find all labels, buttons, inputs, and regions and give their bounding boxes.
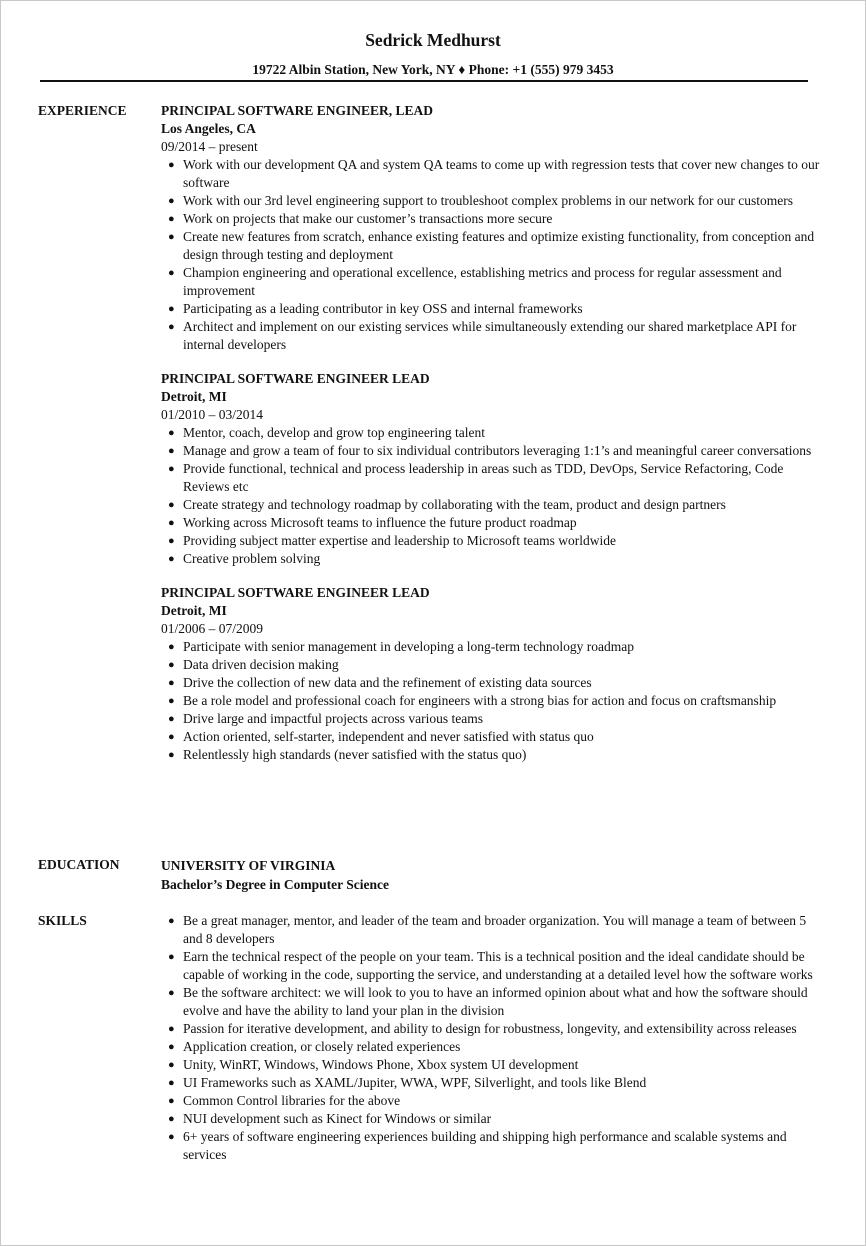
bullet-text: Work with our 3rd level engineering support to troubleshoot complex problems in our network for our customers [183,193,794,208]
bullet-icon: ● [168,1077,175,1089]
list-item [161,442,821,460]
list-item [161,1128,821,1164]
list-item [161,532,821,550]
job-entry [161,102,821,354]
bullet-icon: ● [168,677,175,689]
bullet-text: Application creation, or closely related experiences [183,1039,461,1054]
bullet-icon: ● [168,1023,175,1035]
list-item [161,228,821,264]
job-location: Detroit, MI [161,389,227,404]
bullet-text: Be a great manager, mentor, and leader of the team and broader organization. You will manage a team of between 5 and 8 developers [183,913,807,946]
job-entry [161,370,821,568]
bullet-icon: ● [168,951,175,963]
list-item [161,264,821,300]
education-body [161,856,821,894]
list-item [161,1074,821,1092]
job-dates: 01/2010 – 03/2014 [161,407,264,422]
bullet-text: Create new features from scratch, enhance existing features and optimize existing functionality, from conception and design through testing and deployment [183,229,815,262]
bullet-icon: ● [168,517,175,529]
bullet-icon: ● [168,159,175,171]
list-item [161,1020,821,1038]
job-title: PRINCIPAL SOFTWARE ENGINEER LEAD [161,585,430,600]
list-item [161,710,821,728]
list-item [161,1038,821,1056]
list-item [161,318,821,354]
job-bullets [161,638,821,764]
bullet-text: Working across Microsoft teams to influence the future product roadmap [183,515,577,530]
bullet-text: Earn the technical respect of the people on your team. This is a technical position and the ideal candidate should be capable of working in the code, supporting the service, and understanding at a detailed level how the software works [183,949,813,982]
experience-body [161,102,821,780]
experience-heading: EXPERIENCE [38,103,127,118]
bullet-text: Provide functional, technical and process leadership in areas such as TDD, DevOps, Service Refactoring, Code Reviews etc [183,461,784,494]
bullet-icon: ● [168,213,175,225]
bullet-icon: ● [168,695,175,707]
degree: Bachelor’s Degree in Computer Science [161,877,389,892]
bullet-icon: ● [168,267,175,279]
list-item [161,674,821,692]
bullet-text: Work with our development QA and system QA teams to come up with regression tests that cover new changes to our software [183,157,820,190]
skills-bullets [161,912,821,1164]
bullet-text: Architect and implement on our existing services while simultaneously extending our shared marketplace API for internal developers [183,319,797,352]
list-item [161,912,821,948]
bullet-text: Common Control libraries for the above [183,1093,401,1108]
bullet-icon: ● [168,535,175,547]
list-item [161,514,821,532]
bullet-text: Create strategy and technology roadmap by collaborating with the team, product and design partners [183,497,726,512]
list-item [161,984,821,1020]
bullet-icon: ● [168,915,175,927]
job-title: PRINCIPAL SOFTWARE ENGINEER, LEAD [161,103,434,118]
bullet-icon: ● [168,195,175,207]
list-item [161,656,821,674]
bullet-text: Data driven decision making [183,657,339,672]
bullet-text: Relentlessly high standards (never satisfied with the status quo) [183,747,527,762]
list-item [161,1092,821,1110]
job-title: PRINCIPAL SOFTWARE ENGINEER LEAD [161,371,430,386]
bullet-text: Champion engineering and operational excellence, establishing metrics and process for regular assessment and improvement [183,265,782,298]
bullet-text: Creative problem solving [183,551,321,566]
job-dates: 09/2014 – present [161,139,258,154]
bullet-icon: ● [168,499,175,511]
job-location: Los Angeles, CA [161,121,256,136]
list-item [161,300,821,318]
list-item [161,1110,821,1128]
list-item [161,424,821,442]
contact-line: 19722 Albin Station, New York, NY ♦ Phone: +1 (555) 979 3453 [252,62,614,77]
list-item [161,638,821,656]
education-heading: EDUCATION [38,857,120,872]
bullet-text: Mentor, coach, develop and grow top engineering talent [183,425,485,440]
bullet-icon: ● [168,659,175,671]
bullet-icon: ● [168,553,175,565]
bullet-text: Be a role model and professional coach for engineers with a strong bias for action and focus on craftsmanship [183,693,777,708]
bullet-text: Action oriented, self-starter, independent and never satisfied with status quo [183,729,594,744]
job-entry [161,584,821,764]
bullet-icon: ● [168,321,175,333]
bullet-icon: ● [168,1113,175,1125]
bullet-text: Manage and grow a team of four to six individual contributors leveraging 1:1’s and meaningful career conversations [183,443,812,458]
list-item [161,496,821,514]
bullet-icon: ● [168,731,175,743]
bullet-text: Be the software architect: we will look to you to have an informed opinion about what and how the software should evolve and have the ability to land your plan in the division [183,985,808,1018]
list-item [161,550,821,568]
list-item [161,192,821,210]
bullet-text: Participating as a leading contributor in key OSS and internal frameworks [183,301,583,316]
skills-body [161,912,821,1164]
bullet-icon: ● [168,445,175,457]
job-bullets [161,424,821,568]
job-location: Detroit, MI [161,603,227,618]
bullet-icon: ● [168,463,175,475]
bullet-text: Drive the collection of new data and the refinement of existing data sources [183,675,592,690]
candidate-name: Sedrick Medhurst [365,30,501,50]
bullet-text: Providing subject matter expertise and leadership to Microsoft teams worldwide [183,533,617,548]
header-divider [40,80,808,82]
bullet-text: UI Frameworks such as XAML/Jupiter, WWA, WPF, Silverlight, and tools like Blend [183,1075,647,1090]
skills-heading: SKILLS [38,913,87,928]
bullet-icon: ● [168,749,175,761]
bullet-icon: ● [168,1095,175,1107]
list-item [161,728,821,746]
bullet-text: 6+ years of software engineering experiences building and shipping high performance and scalable systems and services [183,1129,787,1162]
list-item [161,746,821,764]
job-bullets [161,156,821,354]
bullet-icon: ● [168,641,175,653]
bullet-icon: ● [168,231,175,243]
bullet-text: Participate with senior management in developing a long-term technology roadmap [183,639,634,654]
bullet-icon: ● [168,1041,175,1053]
job-dates: 01/2006 – 07/2009 [161,621,264,636]
bullet-text: Unity, WinRT, Windows, Windows Phone, Xbox system UI development [183,1057,579,1072]
bullet-text: Drive large and impactful projects across various teams [183,711,484,726]
list-item [161,1056,821,1074]
bullet-icon: ● [168,1059,175,1071]
bullet-icon: ● [168,1131,175,1143]
bullet-text: Passion for iterative development, and ability to design for robustness, longevity, and extensibility across releases [183,1021,797,1036]
bullet-text: NUI development such as Kinect for Windows or similar [183,1111,492,1126]
bullet-icon: ● [168,427,175,439]
list-item [161,948,821,984]
bullet-icon: ● [168,713,175,725]
list-item [161,692,821,710]
school-name: UNIVERSITY OF VIRGINIA [161,858,336,873]
list-item [161,210,821,228]
bullet-text: Work on projects that make our customer’s transactions more secure [183,211,553,226]
list-item [161,156,821,192]
bullet-icon: ● [168,987,175,999]
bullet-icon: ● [168,303,175,315]
list-item [161,460,821,496]
